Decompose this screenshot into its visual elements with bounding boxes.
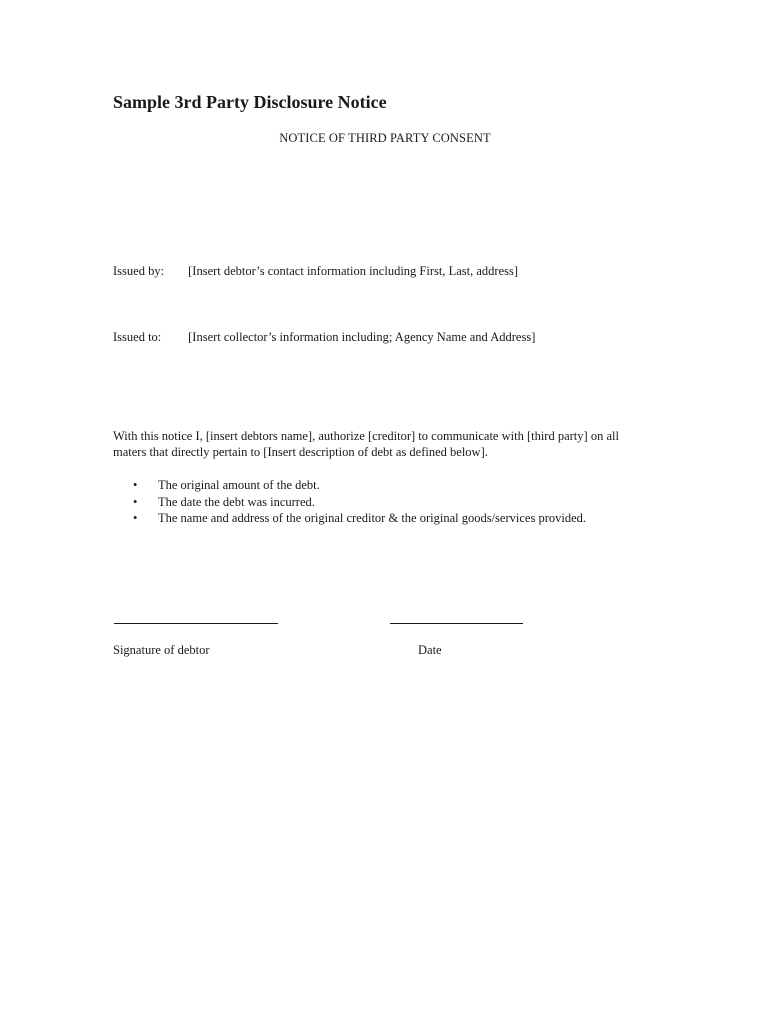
list-item-text: The name and address of the original creditor & the original goods/services provided. xyxy=(158,511,586,525)
issued-by-row xyxy=(113,264,518,279)
consent-paragraph: With this notice I, [insert debtors name], authorize [creditor] to communicate with [third party] on all maters that directly pertain to [Insert description of debt as defined below]. xyxy=(113,429,619,459)
date-label: Date xyxy=(418,643,442,657)
subtitle-text: NOTICE OF THIRD PARTY CONSENT xyxy=(279,131,491,145)
bullet-icon: • xyxy=(133,494,138,509)
document-title: Sample 3rd Party Disclosure Notice xyxy=(113,92,387,112)
list-item xyxy=(113,477,586,494)
debtor-signature-line xyxy=(114,623,278,624)
list-item xyxy=(113,494,586,511)
issued-by-value: [Insert debtor’s contact information including First, Last, address] xyxy=(188,264,519,278)
issued-by-label: Issued by: xyxy=(113,264,165,278)
debtor-signature-label: Signature of debtor xyxy=(113,643,210,657)
bullet-icon: • xyxy=(133,511,138,525)
list-item-text: The original amount of the debt. xyxy=(158,478,320,492)
bullet-icon: • xyxy=(133,478,138,492)
issued-to-value: [Insert collector’s information including; Agency Name and Address] xyxy=(188,330,536,344)
date-signature-line xyxy=(390,623,523,624)
list-item-text: The date the debt was incurred. xyxy=(158,494,315,509)
issued-to-row xyxy=(113,330,535,345)
document-subtitle xyxy=(0,131,770,146)
issued-to-label: Issued to: xyxy=(113,330,162,344)
list-item xyxy=(113,510,586,527)
debt-details-list xyxy=(113,477,586,527)
